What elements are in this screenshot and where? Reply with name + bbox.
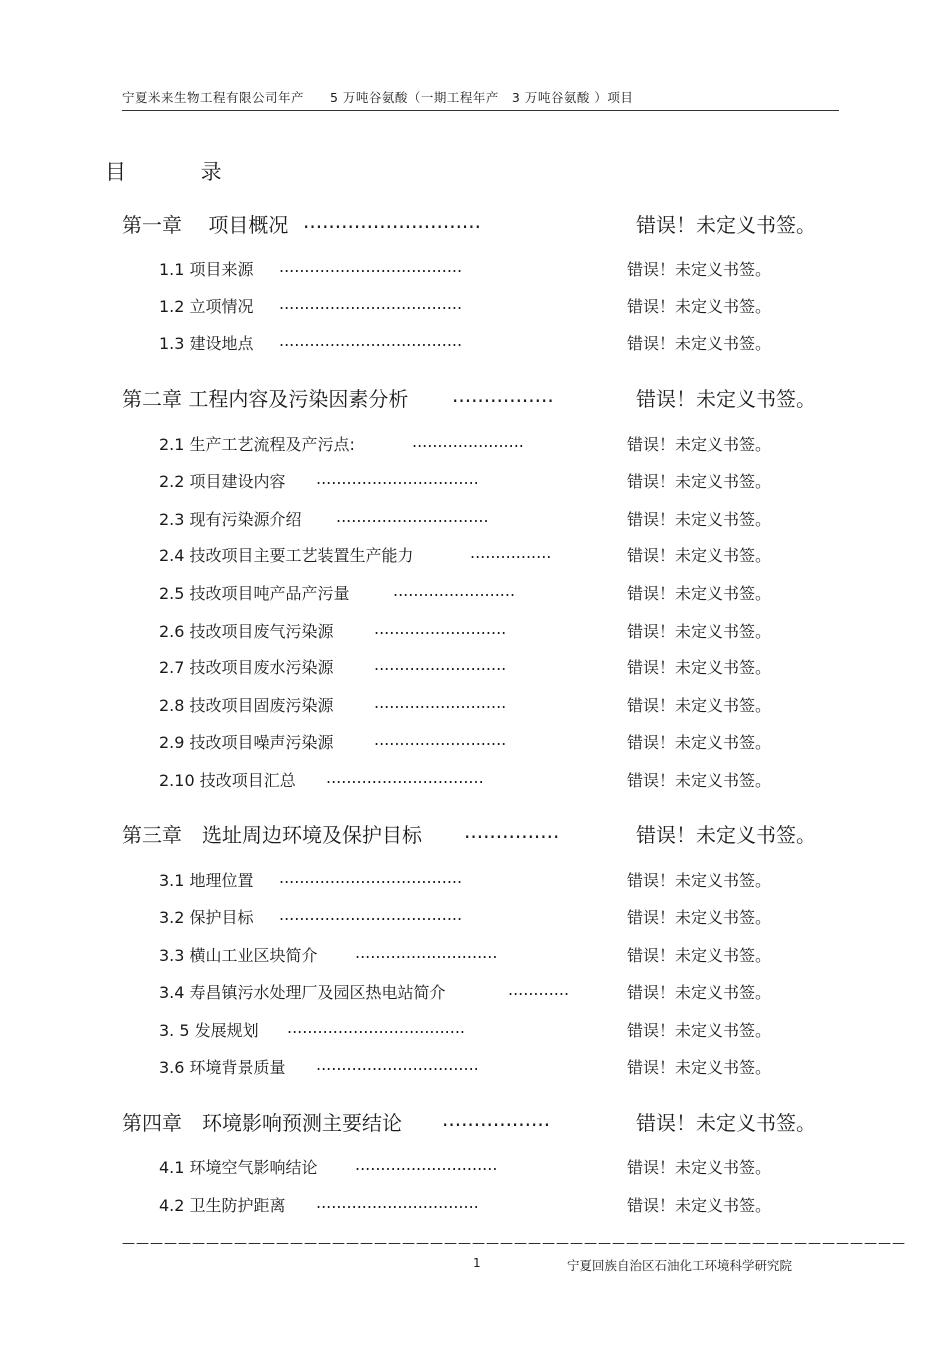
- toc-page-ref: 错误！未定义书签。: [636, 1111, 816, 1135]
- toc-page-ref: 错误！未定义书签。: [627, 622, 772, 641]
- toc-section-1-2[interactable]: [159, 294, 799, 318]
- toc-leader-dots: ............................: [355, 943, 498, 962]
- toc-leader-dots: ................: [452, 383, 554, 407]
- toc-section-2-9[interactable]: [159, 730, 799, 754]
- toc-chapter-4[interactable]: [122, 1107, 842, 1137]
- toc-section-2-8[interactable]: [159, 693, 799, 717]
- toc-section-1-1[interactable]: [159, 257, 799, 281]
- toc-section-2-7[interactable]: [159, 655, 799, 679]
- toc-leader-dots: ....................................: [279, 905, 463, 924]
- toc-entry-label: 3.1 地理位置: [159, 871, 254, 890]
- toc-entry-label: 2.2 项目建设内容: [159, 472, 286, 491]
- toc-entry-label: 第一章 项目概况: [122, 213, 289, 237]
- toc-leader-dots: ...............................: [326, 768, 484, 787]
- toc-section-2-4[interactable]: [159, 543, 799, 567]
- toc-entry-label: 2.3 现有污染源介绍: [159, 510, 302, 529]
- toc-section-4-1[interactable]: [159, 1155, 799, 1179]
- toc-leader-dots: ................................: [316, 469, 479, 488]
- toc-leader-dots: .................: [442, 1107, 551, 1131]
- toc-section-2-2[interactable]: [159, 469, 799, 493]
- toc-entry-label: 1.2 立项情况: [159, 297, 254, 316]
- header-title-right: 5 万吨谷氨酸（一期工程年产 3 万吨谷氨酸 ）项目: [330, 90, 634, 105]
- toc-page-ref: 错误！未定义书签。: [627, 1058, 772, 1077]
- toc-entry-label: 4.1 环境空气影响结论: [159, 1158, 318, 1177]
- toc-page-ref: 错误！未定义书签。: [627, 510, 772, 529]
- toc-chapter-1[interactable]: [122, 209, 842, 239]
- toc-section-2-10[interactable]: [159, 768, 799, 792]
- toc-section-3-4[interactable]: [159, 980, 799, 1004]
- toc-entry-label: 2.5 技改项目吨产品产污量: [159, 584, 350, 603]
- toc-leader-dots: ............................: [303, 209, 482, 233]
- toc-section-3-2[interactable]: [159, 905, 799, 929]
- toc-title: 目 录: [105, 160, 256, 184]
- toc-page-ref: 错误！未定义书签。: [627, 771, 772, 790]
- toc-entry-label: 1.3 建设地点: [159, 334, 254, 353]
- toc-page-ref: 错误！未定义书签。: [627, 334, 772, 353]
- toc-leader-dots: ............................: [355, 1155, 498, 1174]
- toc-chapter-3[interactable]: [122, 819, 842, 849]
- toc-section-3-3[interactable]: [159, 943, 799, 967]
- toc-page-ref: 错误！未定义书签。: [627, 908, 772, 927]
- toc-entry-label: 3. 5 发展规划: [159, 1021, 259, 1040]
- toc-entry-label: 2.1 生产工艺流程及产污点:: [159, 435, 355, 454]
- toc-entry-label: 1.1 项目来源: [159, 260, 254, 279]
- toc-leader-dots: ........................: [393, 581, 516, 600]
- toc-entry-label: 3.3 横山工业区块简介: [159, 946, 318, 965]
- toc-leader-dots: ................................: [316, 1193, 479, 1212]
- toc-page-ref: 错误！未定义书签。: [636, 823, 816, 847]
- toc-leader-dots: ....................................: [279, 868, 463, 887]
- toc-leader-dots: ..........................: [374, 619, 507, 638]
- header-divider: [122, 110, 839, 111]
- toc-section-2-6[interactable]: [159, 619, 799, 643]
- toc-leader-dots: ..........................: [374, 730, 507, 749]
- toc-entry-label: 第四章 环境影响预测主要结论: [122, 1111, 402, 1135]
- toc-entry-label: 2.7 技改项目废水污染源: [159, 658, 334, 677]
- toc-entry-label: 第二章 工程内容及污染因素分析: [122, 387, 409, 411]
- toc-page-ref: 错误！未定义书签。: [627, 1196, 772, 1215]
- toc-section-2-1[interactable]: [159, 432, 799, 456]
- toc-page-ref: 错误！未定义书签。: [627, 983, 772, 1002]
- header-title-left: 宁夏米来生物工程有限公司年产: [122, 90, 305, 105]
- toc-section-2-5[interactable]: [159, 581, 799, 605]
- footer-organization: 宁夏回族自治区石油化工环境科学研究院: [567, 1258, 793, 1273]
- toc-leader-dots: ................................: [316, 1055, 479, 1074]
- toc-page-ref: 错误！未定义书签。: [627, 297, 772, 316]
- toc-page-ref: 错误！未定义书签。: [627, 1021, 772, 1040]
- toc-page-ref: 错误！未定义书签。: [636, 213, 816, 237]
- toc-page-ref: 错误！未定义书签。: [627, 733, 772, 752]
- toc-leader-dots: ......................: [412, 432, 524, 451]
- toc-leader-dots: ..........................: [374, 693, 507, 712]
- toc-entry-label: 2.4 技改项目主要工艺装置生产能力: [159, 546, 414, 565]
- toc-section-3-5[interactable]: [159, 1018, 799, 1042]
- toc-entry-label: 3.6 环境背景质量: [159, 1058, 286, 1077]
- toc-page-ref: 错误！未定义书签。: [627, 435, 772, 454]
- toc-section-3-6[interactable]: [159, 1055, 799, 1079]
- toc-entry-label: 第三章 选址周边环境及保护目标: [122, 823, 422, 847]
- toc-leader-dots: ................: [470, 543, 552, 562]
- toc-leader-dots: ....................................: [279, 331, 463, 350]
- toc-leader-dots: ..........................: [374, 655, 507, 674]
- toc-entry-label: 3.2 保护目标: [159, 908, 254, 927]
- toc-entry-label: 2.9 技改项目噪声污染源: [159, 733, 334, 752]
- toc-section-4-2[interactable]: [159, 1193, 799, 1217]
- page-number: 1: [473, 1256, 481, 1270]
- toc-page-ref: 错误！未定义书签。: [627, 260, 772, 279]
- toc-entry-label: 2.10 技改项目汇总: [159, 771, 296, 790]
- toc-page-ref: 错误！未定义书签。: [627, 546, 772, 565]
- toc-page-ref: 错误！未定义书签。: [627, 696, 772, 715]
- toc-leader-dots: ...................................: [287, 1018, 466, 1037]
- toc-leader-dots: ...............: [464, 819, 560, 843]
- toc-page-ref: 错误！未定义书签。: [636, 387, 816, 411]
- toc-leader-dots: ....................................: [279, 257, 463, 276]
- toc-section-3-1[interactable]: [159, 868, 799, 892]
- toc-page-ref: 错误！未定义书签。: [627, 871, 772, 890]
- toc-page-ref: 错误！未定义书签。: [627, 1158, 772, 1177]
- toc-page-ref: 错误！未定义书签。: [627, 472, 772, 491]
- toc-entry-label: 2.8 技改项目固废污染源: [159, 696, 334, 715]
- toc-page-ref: 错误！未定义书签。: [627, 946, 772, 965]
- toc-entry-label: 2.6 技改项目废气污染源: [159, 622, 334, 641]
- toc-section-2-3[interactable]: [159, 507, 799, 531]
- toc-section-1-3[interactable]: [159, 331, 799, 355]
- toc-entry-label: 4.2 卫生防护距离: [159, 1196, 286, 1215]
- running-header: [122, 88, 839, 110]
- toc-page-ref: 错误！未定义书签。: [627, 658, 772, 677]
- toc-chapter-2[interactable]: [122, 383, 842, 413]
- toc-leader-dots: ............: [508, 980, 570, 999]
- toc-leader-dots: ....................................: [279, 294, 463, 313]
- toc-page-ref: 错误！未定义书签。: [627, 584, 772, 603]
- toc-entry-label: 3.4 寿昌镇污水处理厂及园区热电站简介: [159, 983, 446, 1002]
- toc-leader-dots: ..............................: [336, 507, 489, 526]
- footer-dashed-rule: ————————————————————————————————————————————————————————: [122, 1236, 906, 1251]
